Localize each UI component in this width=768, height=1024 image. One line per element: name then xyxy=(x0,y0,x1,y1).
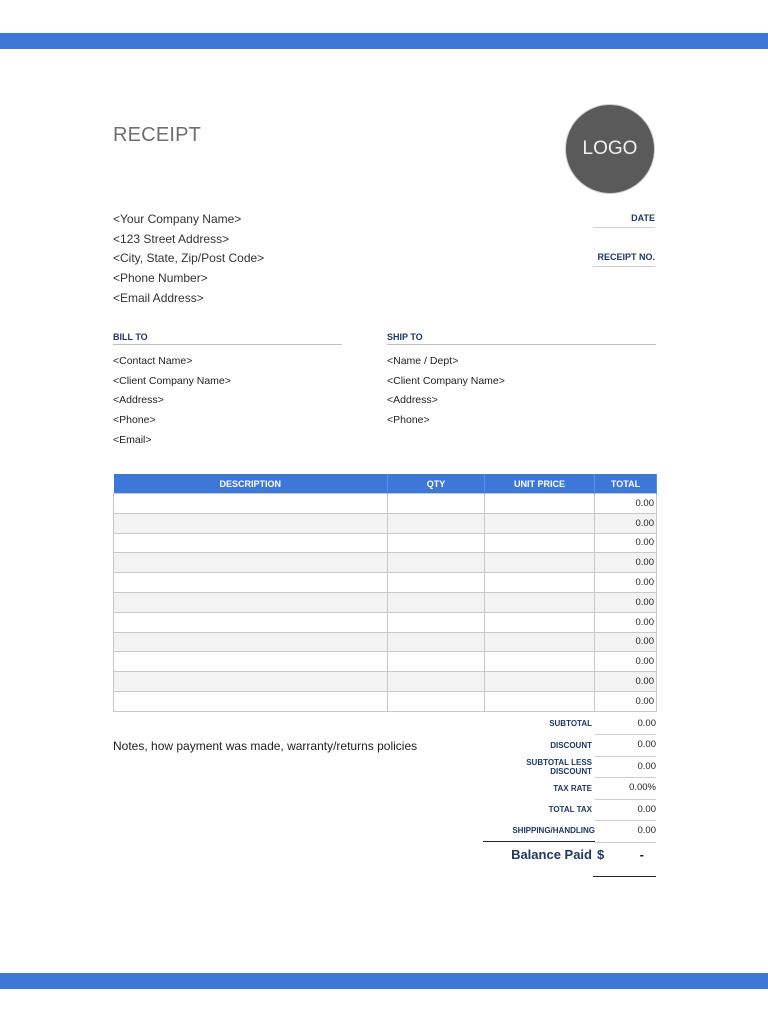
item-total-cell[interactable]: 0.00 xyxy=(595,672,657,692)
item-total-cell[interactable]: 0.00 xyxy=(595,691,657,711)
item-total-cell[interactable]: 0.00 xyxy=(595,533,657,553)
top-accent-band xyxy=(0,33,768,49)
item-qty-cell[interactable] xyxy=(388,553,485,573)
tax-rate-value: 0.00% xyxy=(595,777,656,800)
bottom-accent-band xyxy=(0,973,768,989)
receipt-no-label: RECEIPT NO. xyxy=(593,252,655,267)
balance-value: - xyxy=(639,847,644,862)
item-description-cell[interactable] xyxy=(114,533,388,553)
line-items-table xyxy=(113,474,657,712)
subtotal-less-discount-value: 0.00 xyxy=(595,756,656,779)
ship-to-name: <Name / Dept> xyxy=(387,355,459,367)
table-row xyxy=(114,513,657,533)
summary-row-shipping xyxy=(483,821,656,843)
summary-row-subtotal xyxy=(483,713,656,735)
column-header-unit-price: UNIT PRICE xyxy=(485,474,595,494)
bill-to-contact: <Contact Name> xyxy=(113,355,193,367)
balance-currency: $ xyxy=(597,847,605,862)
item-description-cell[interactable] xyxy=(114,553,388,573)
company-city: <City, State, Zip/Post Code> xyxy=(113,251,265,266)
item-unit-price-cell[interactable] xyxy=(485,672,595,692)
item-unit-price-cell[interactable] xyxy=(485,494,595,514)
subtotal-label: SUBTOTAL xyxy=(549,719,592,729)
item-description-cell[interactable] xyxy=(114,513,388,533)
notes-text: Notes, how payment was made, warranty/returns policies xyxy=(113,739,418,753)
ship-to-address-line: <Address> xyxy=(387,394,438,407)
item-description-cell[interactable] xyxy=(114,652,388,672)
table-row xyxy=(114,632,657,652)
table-row xyxy=(114,612,657,632)
item-unit-price-cell[interactable] xyxy=(485,513,595,533)
summary-row-tax-rate xyxy=(483,778,656,800)
item-description-cell[interactable] xyxy=(114,612,388,632)
item-qty-cell[interactable] xyxy=(388,612,485,632)
company-street: <123 Street Address> xyxy=(113,231,230,246)
balance-paid xyxy=(483,847,656,862)
column-header-total: TOTAL xyxy=(595,474,657,494)
subtotal-value: 0.00 xyxy=(595,713,656,736)
company-name: <Your Company Name> xyxy=(113,212,242,226)
company-email: <Email Address> xyxy=(113,290,204,305)
bill-to-company: <Client Company Name> xyxy=(113,374,231,387)
item-unit-price-cell[interactable] xyxy=(485,533,595,553)
item-qty-cell[interactable] xyxy=(388,573,485,593)
item-total-cell[interactable]: 0.00 xyxy=(595,632,657,652)
balance-label: Balance Paid xyxy=(511,847,592,862)
table-row xyxy=(114,494,657,514)
shipping-value: 0.00 xyxy=(595,820,656,843)
table-header-row xyxy=(114,474,657,494)
item-qty-cell[interactable] xyxy=(388,592,485,612)
summary-row-subtotal-less-discount xyxy=(483,756,656,778)
item-total-cell[interactable]: 0.00 xyxy=(595,513,657,533)
ship-to-company: <Client Company Name> xyxy=(387,374,505,387)
summary-row-total-tax xyxy=(483,799,656,821)
item-unit-price-cell[interactable] xyxy=(485,612,595,632)
table-row xyxy=(114,691,657,711)
item-total-cell[interactable]: 0.00 xyxy=(595,573,657,593)
item-unit-price-cell[interactable] xyxy=(485,652,595,672)
item-qty-cell[interactable] xyxy=(388,672,485,692)
discount-value: 0.00 xyxy=(595,734,656,757)
balance-underline xyxy=(593,876,656,877)
item-total-cell[interactable]: 0.00 xyxy=(595,652,657,672)
item-qty-cell[interactable] xyxy=(388,652,485,672)
page-title: RECEIPT xyxy=(113,124,202,146)
item-description-cell[interactable] xyxy=(114,691,388,711)
ship-to-heading: SHIP TO xyxy=(387,332,656,345)
bill-to-email: <Email> xyxy=(113,433,152,446)
item-unit-price-cell[interactable] xyxy=(485,553,595,573)
date-label: DATE xyxy=(593,213,655,228)
total-tax-label: TOTAL TAX xyxy=(548,805,592,815)
bill-to-address-line: <Address> xyxy=(113,394,164,407)
item-unit-price-cell[interactable] xyxy=(485,691,595,711)
table-row xyxy=(114,553,657,573)
logo-text: LOGO xyxy=(582,138,638,159)
item-total-cell[interactable]: 0.00 xyxy=(595,612,657,632)
bill-to-address xyxy=(113,353,231,451)
item-unit-price-cell[interactable] xyxy=(485,632,595,652)
bill-to-phone: <Phone> xyxy=(113,414,156,427)
item-total-cell[interactable]: 0.00 xyxy=(595,592,657,612)
summary-block xyxy=(483,713,656,842)
item-description-cell[interactable] xyxy=(114,592,388,612)
item-description-cell[interactable] xyxy=(114,632,388,652)
company-info xyxy=(113,211,264,309)
item-unit-price-cell[interactable] xyxy=(485,573,595,593)
subtotal-less-discount-label: SUBTOTAL LESS DISCOUNT xyxy=(526,757,592,776)
bill-to-heading: BILL TO xyxy=(113,332,342,345)
table-row xyxy=(114,573,657,593)
table-row xyxy=(114,672,657,692)
item-total-cell[interactable]: 0.00 xyxy=(595,494,657,514)
item-description-cell[interactable] xyxy=(114,672,388,692)
logo-placeholder xyxy=(565,104,655,194)
ship-to-address xyxy=(387,353,505,432)
shipping-label: SHIPPING/HANDLING xyxy=(483,820,595,842)
column-header-description: DESCRIPTION xyxy=(114,474,388,494)
company-phone: <Phone Number> xyxy=(113,271,208,286)
item-qty-cell[interactable] xyxy=(388,494,485,514)
item-description-cell[interactable] xyxy=(114,494,388,514)
ship-to-phone: <Phone> xyxy=(387,414,430,427)
item-qty-cell[interactable] xyxy=(388,513,485,533)
total-tax-value: 0.00 xyxy=(595,799,656,822)
item-qty-cell[interactable] xyxy=(388,691,485,711)
table-row xyxy=(114,652,657,672)
item-qty-cell[interactable] xyxy=(388,533,485,553)
table-row xyxy=(114,592,657,612)
item-qty-cell[interactable] xyxy=(388,632,485,652)
item-unit-price-cell[interactable] xyxy=(485,592,595,612)
summary-row-discount xyxy=(483,735,656,757)
table-row xyxy=(114,533,657,553)
discount-label: DISCOUNT xyxy=(550,740,592,750)
column-header-qty: QTY xyxy=(388,474,485,494)
tax-rate-label: TAX RATE xyxy=(553,783,592,793)
item-description-cell[interactable] xyxy=(114,573,388,593)
item-total-cell[interactable]: 0.00 xyxy=(595,553,657,573)
